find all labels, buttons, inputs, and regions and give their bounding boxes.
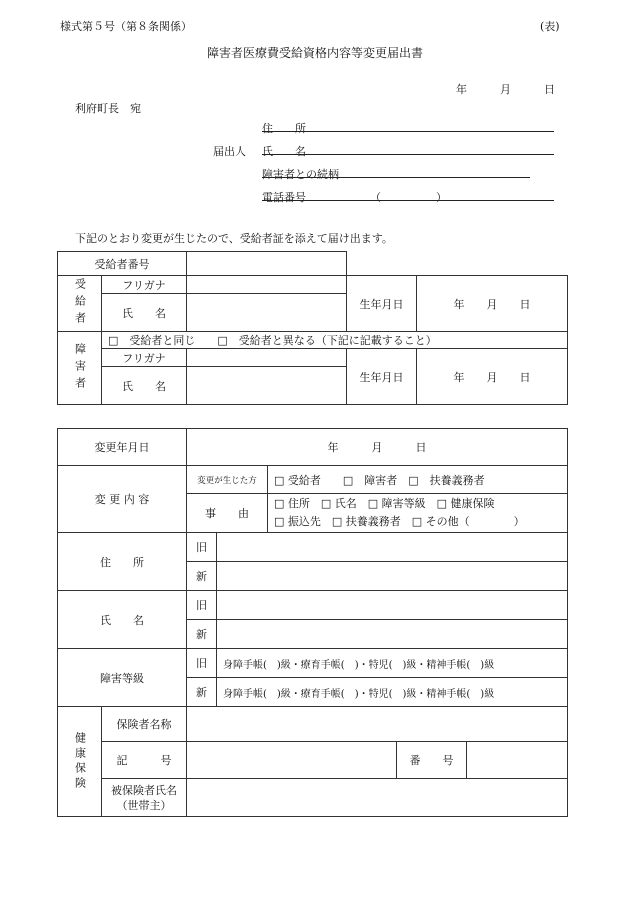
address-old-input[interactable] xyxy=(217,533,568,562)
grade-new-input[interactable]: 身障手帳( )級・療育手帳( )・特児( )級・精神手帳( )級 xyxy=(217,678,568,707)
name-old-label: 旧 xyxy=(187,591,217,620)
recipient-no-label: 受給者番号 xyxy=(58,252,187,276)
health-insurance-label: 健康保険 xyxy=(58,707,102,817)
phone-paren: （ ） xyxy=(370,191,447,204)
applicant-name-line[interactable] xyxy=(262,154,554,155)
disabled-name-label: 氏 名 xyxy=(102,367,187,405)
reason-line-2: □ 振込先 □ 扶養義務者 □ その他（ ） xyxy=(274,515,525,528)
address-new-label: 新 xyxy=(187,562,217,591)
disabled-birthdate-input[interactable]: 年 月 日 xyxy=(417,349,568,405)
page-side: (表) xyxy=(540,20,560,33)
addressee: 利府町長 宛 xyxy=(75,102,141,115)
change-date-input[interactable]: 年 月 日 xyxy=(187,429,568,466)
disabled-furigana-label: フリガナ xyxy=(102,349,187,367)
recipient-furigana-label: フリガナ xyxy=(102,276,187,294)
applicant-name-label: 氏 名 xyxy=(262,145,306,158)
address-new-input[interactable] xyxy=(217,562,568,591)
recipient-label: 受給者 xyxy=(58,276,102,332)
name-old-input[interactable] xyxy=(217,591,568,620)
symbol-label: 記 号 xyxy=(102,742,187,779)
recipient-table xyxy=(57,251,568,405)
phone-line[interactable] xyxy=(262,200,554,201)
grade-old-input[interactable]: 身障手帳( )級・療育手帳( )・特児( )級・精神手帳( )級 xyxy=(217,649,568,678)
recipient-name-label: 氏 名 xyxy=(102,294,187,332)
intro-text: 下記のとおり変更が生じたので、受給者証を添えて届け出ます。 xyxy=(75,232,393,245)
change-content-label: 変 更 内 容 xyxy=(58,466,187,533)
insurer-name-input[interactable] xyxy=(187,707,568,742)
recipient-no-input[interactable] xyxy=(187,252,347,276)
applicant-label: 届出人 xyxy=(213,145,246,158)
form-title: 障害者医療費受給資格内容等変更届出書 xyxy=(206,46,423,60)
number-label: 番 号 xyxy=(397,742,467,779)
change-table xyxy=(57,428,568,817)
date-field[interactable]: 年 月 日 xyxy=(456,83,555,96)
applicant-address-label: 住 所 xyxy=(262,122,306,135)
who-changed-checkboxes[interactable]: □ 受給者 □ 障害者 □ 扶養義務者 xyxy=(268,466,568,494)
address-label: 住 所 xyxy=(58,533,187,591)
grade-old-label: 旧 xyxy=(187,649,217,678)
reason-checkboxes[interactable] xyxy=(268,494,568,533)
change-date-label: 変更年月日 xyxy=(58,429,187,466)
applicant-address-line[interactable] xyxy=(262,131,554,132)
recipient-birthdate-input[interactable]: 年 月 日 xyxy=(417,276,568,332)
insurer-name-label: 保険者名称 xyxy=(102,707,187,742)
who-changed-label: 変更が生じた方 xyxy=(187,466,268,494)
name-new-label: 新 xyxy=(187,620,217,649)
number-input[interactable] xyxy=(467,742,568,779)
insured-name-input[interactable] xyxy=(187,779,568,817)
reason-line-1: □ 住所 □ 氏名 □ 障害等級 □ 健康保険 xyxy=(274,497,495,510)
phone-label: 電話番号 xyxy=(262,191,306,204)
relation-label: 障害者との続柄 xyxy=(262,168,339,181)
relation-line[interactable] xyxy=(262,177,530,178)
address-old-label: 旧 xyxy=(187,533,217,562)
name-new-input[interactable] xyxy=(217,620,568,649)
recipient-name-input[interactable] xyxy=(187,294,347,332)
disabled-furigana-input[interactable] xyxy=(187,349,347,367)
reason-label: 事 由 xyxy=(187,494,268,533)
disabled-birthdate-label: 生年月日 xyxy=(347,349,417,405)
disabled-same-checkboxes[interactable]: □ 受給者と同じ □ 受給者と異なる（下記に記載すること） xyxy=(102,332,568,349)
disabled-name-input[interactable] xyxy=(187,367,347,405)
symbol-input[interactable] xyxy=(187,742,397,779)
insured-name-line1: 被保険者氏名 xyxy=(111,783,177,797)
recipient-birthdate-label: 生年月日 xyxy=(347,276,417,332)
name-label: 氏 名 xyxy=(58,591,187,649)
recipient-furigana-input[interactable] xyxy=(187,276,347,294)
insured-name-line2: （世帯主） xyxy=(116,798,172,812)
grade-new-label: 新 xyxy=(187,678,217,707)
disabled-label: 障害者 xyxy=(58,332,102,405)
form-number: 様式第５号（第８条関係） xyxy=(60,20,192,33)
grade-label: 障害等級 xyxy=(58,649,187,707)
insured-name-label xyxy=(102,779,187,817)
